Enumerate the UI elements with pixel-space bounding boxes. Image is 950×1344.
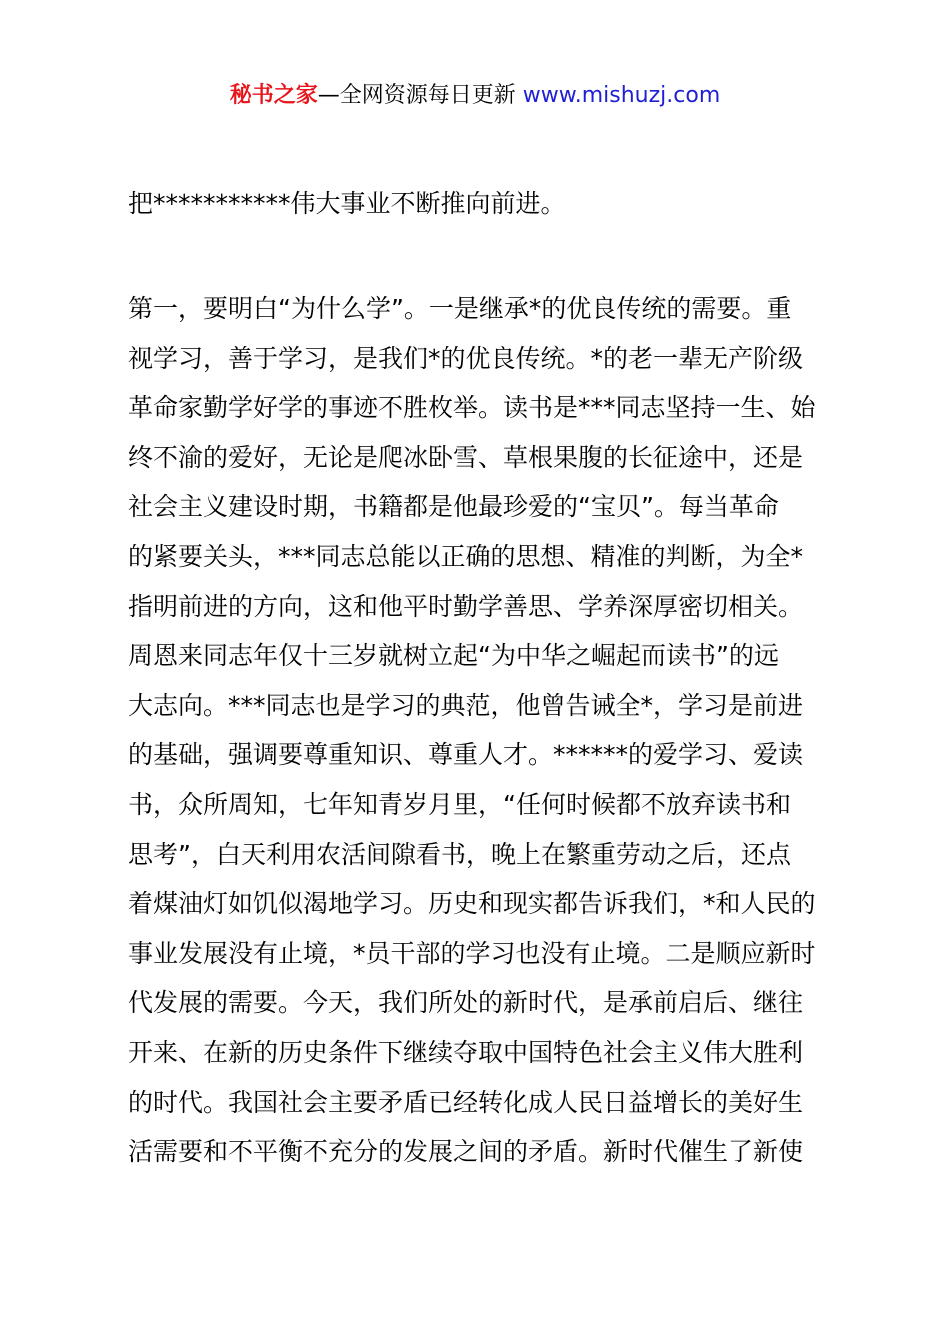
intro-line: 把***********伟大事业不断推向前进。 [128, 189, 566, 218]
paragraph-line: 指明前进的方向，这和他平时勤学善思、学养深厚密切相关。 [128, 591, 804, 621]
paragraph-line: 的时代。我国社会主要矛盾已经转化成人民日益增长的美好生 [128, 1087, 804, 1117]
paragraph-line: 周恩来同志年仅十三岁就树立起“为中华之崛起而读书”的远 [128, 641, 779, 671]
paragraph-line: 开来、在新的历史条件下继续夺取中国特色社会主义伟大胜利 [128, 1037, 804, 1067]
paragraph-line: 视学习，善于学习，是我们*的优良传统。*的老一辈无产阶级 [128, 343, 804, 373]
paragraph-line: 终不渝的爱好，无论是爬冰卧雪、草根果腹的长征途中，还是 [128, 442, 804, 472]
paragraph-line: 着煤油灯如饥似渴地学习。历史和现实都告诉我们，*和人民的 [128, 889, 816, 919]
paragraph-line: 革命家勤学好学的事迹不胜枚举。读书是***同志坚持一生、始 [128, 393, 816, 423]
paragraph-line: 大志向。***同志也是学习的典范，他曾告诫全*，学习是前进 [128, 690, 804, 720]
paragraph-line: 的基础，强调要尊重知识、尊重人才。******的爱学习、爱读 [128, 740, 804, 770]
brand-name: 秘书之家 [229, 83, 318, 108]
paragraph-line: 社会主义建设时期，书籍都是他最珍爱的“宝贝”。每当革命 [128, 492, 779, 522]
paragraph-line: 活需要和不平衡不充分的发展之间的矛盾。新时代催生了新使 [128, 1137, 804, 1167]
paragraph-line: 思考”，白天利用农活间隙看书，晚上在繁重劳动之后，还点 [128, 839, 791, 869]
body-paragraph [128, 284, 848, 1177]
paragraph-line: 代发展的需要。今天，我们所处的新时代，是承前启后、继往 [128, 988, 804, 1018]
paragraph-line: 的紧要关头，***同志总能以正确的思想、精准的判断，为全* [128, 541, 804, 571]
paragraph-line: 事业发展没有止境，*员干部的学习也没有止境。二是顺应新时 [128, 938, 816, 968]
header-tagline: —全网资源每日更新 [317, 83, 523, 108]
paragraph-line: 书，众所周知，七年知青岁月里，“任何时候都不放弃读书和 [128, 789, 791, 819]
site-url-link[interactable]: www.mishuzj.com [522, 83, 721, 108]
page-header [0, 80, 950, 112]
paragraph-line: 第一，要明白“为什么学”。一是继承*的优良传统的需要。重 [128, 294, 792, 323]
